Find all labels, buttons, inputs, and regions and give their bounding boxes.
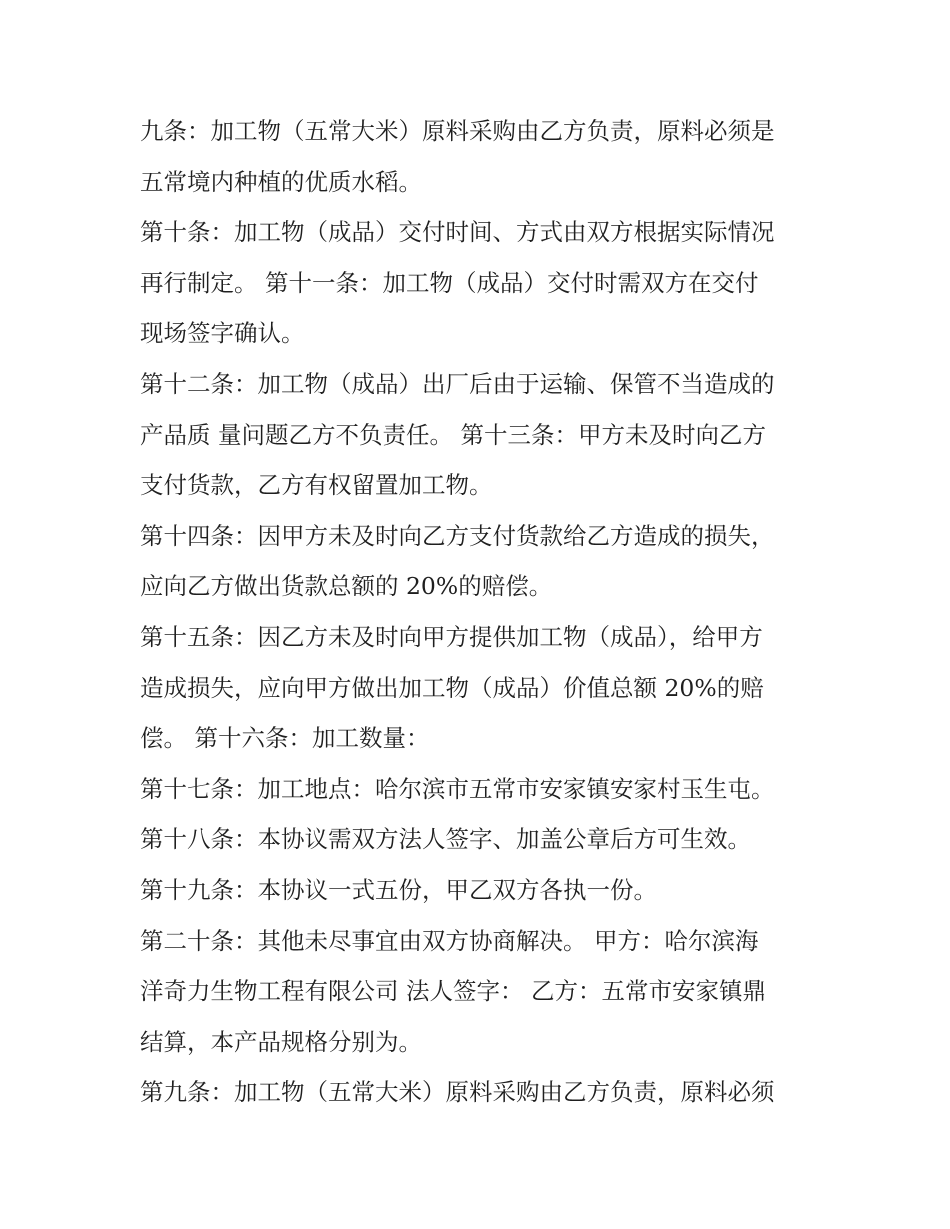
text-line: 第十七条：加工地点：哈尔滨市五常市安家镇安家村玉生屯。 — [140, 774, 775, 803]
text-line: 支付货款，乙方有权留置加工物。 — [140, 471, 493, 500]
text-line: 再行制定。 第十一条：加工物（成品）交付时需双方在交付 — [140, 268, 759, 297]
text-line: 第十四条：因甲方未及时向乙方支付货款给乙方造成的损失， — [140, 521, 775, 550]
text-line: 第十二条：加工物（成品）出厂后由于运输、保管不当造成的 — [140, 369, 775, 398]
text-line: 第十五条：因乙方未及时向甲方提供加工物（成品），给甲方 — [140, 622, 763, 651]
text-line: 现场签字确认。 — [140, 319, 305, 348]
text-line: 第十八条：本协议需双方法人签字、加盖公章后方可生效。 — [140, 825, 751, 854]
text-line: 第二十条：其他未尽事宜由双方协商解决。 甲方：哈尔滨海 — [140, 926, 759, 955]
text-line: 产品质 量问题乙方不负责任。 第十三条：甲方未及时向乙方 — [140, 420, 766, 449]
text-line: 第十条：加工物（成品）交付时间、方式由双方根据实际情况 — [140, 218, 775, 247]
text-line: 第九条：加工物（五常大米）原料采购由乙方负责，原料必须 — [140, 1078, 775, 1107]
text-line: 偿。 第十六条：加工数量： — [140, 724, 430, 753]
text-line: 结算，本产品规格分别为。 — [140, 1027, 422, 1056]
text-line: 应向乙方做出货款总额的 20%的赔偿。 — [140, 572, 553, 601]
contract-text — [140, 106, 840, 1118]
text-line: 五常境内种植的优质水稻。 — [140, 167, 422, 196]
text-line: 洋奇力生物工程有限公司 法人签字： 乙方：五常市安家镇鼎 — [140, 977, 766, 1006]
text-line: 九条：加工物（五常大米）原料采购由乙方负责，原料必须是 — [140, 117, 775, 145]
text-line: 第十九条：本协议一式五份，甲乙双方各执一份。 — [140, 875, 657, 904]
text-line: 造成损失，应向甲方做出加工物（成品）价值总额 20%的赔 — [140, 673, 764, 702]
